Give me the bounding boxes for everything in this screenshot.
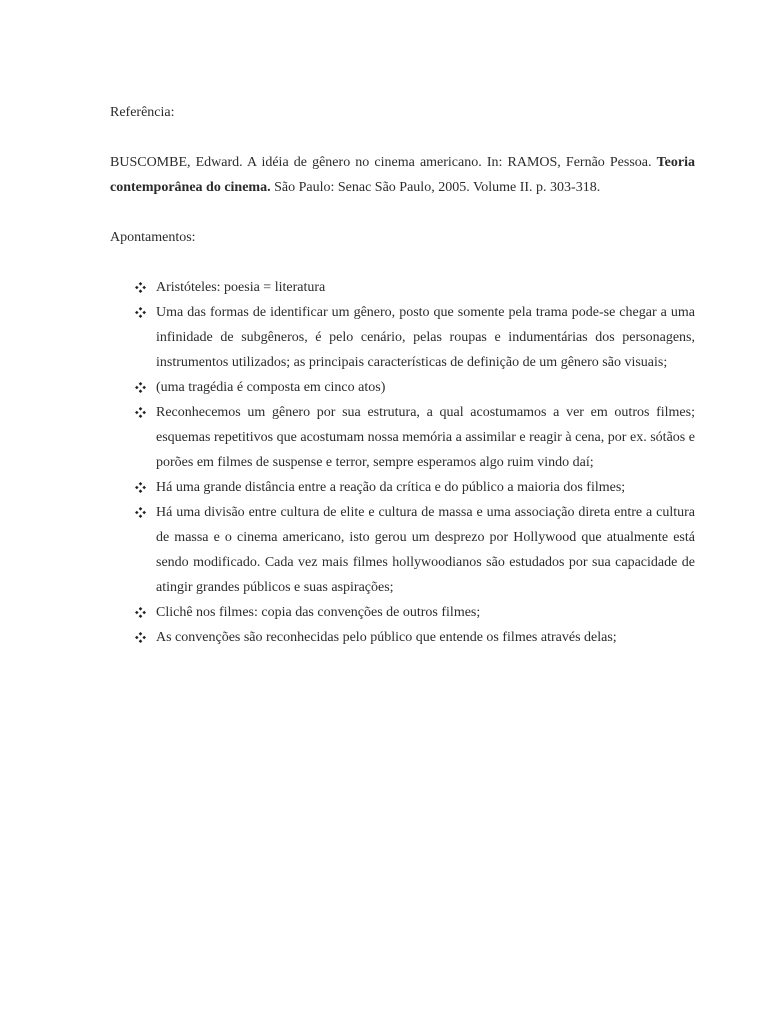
citation-authors-and-chapter: BUSCOMBE, Edward. A idéia de gênero no cinema americano. In: RAMOS, Fernão Pessoa.	[110, 155, 657, 170]
list-item	[110, 600, 695, 625]
list-item	[110, 275, 695, 300]
list-item	[110, 500, 695, 600]
list-item-text: Aristóteles: poesia = literatura	[156, 280, 326, 295]
four-diamond-bullet-icon	[134, 275, 146, 300]
four-diamond-bullet-icon	[134, 375, 146, 400]
four-diamond-bullet-icon	[134, 400, 146, 425]
list-item	[110, 625, 695, 650]
four-diamond-bullet-icon	[134, 475, 146, 500]
citation-publication-details: São Paulo: Senac São Paulo, 2005. Volume II. p. 303-318.	[270, 180, 601, 195]
list-item	[110, 400, 695, 475]
notes-list	[110, 275, 695, 650]
list-item-text: (uma tragédia é composta em cinco atos)	[156, 380, 386, 395]
citation-book-title: Teoria contemporânea do cinema.	[110, 155, 695, 195]
list-item-text: Há uma grande distância entre a reação da crítica e do público a maioria dos filmes;	[156, 480, 626, 495]
reference-heading: Referência:	[110, 105, 175, 120]
list-item	[110, 475, 695, 500]
list-item-text: Clichê nos filmes: copia das convenções de outros filmes;	[156, 605, 481, 620]
list-item-text: Reconhecemos um gênero por sua estrutura, a qual acostumamos a ver em outros filmes; esquemas repetitivos que acostumam nossa memória a assimilar e reagir à cena, por ex. sótãos e porões em filmes de suspense e terror, sempre esperamos algo ruim vindo daí;	[156, 405, 695, 470]
document-page	[110, 100, 695, 650]
list-item-text: As convenções são reconhecidas pelo público que entende os filmes através delas;	[156, 630, 617, 645]
list-item-text: Uma das formas de identificar um gênero, posto que somente pela trama pode-se chegar a uma infinidade de subgêneros, é pelo cenário, pelas roupas e indumentárias dos personagens, instrumentos utilizados; as principais características de definição de um gênero são visuais;	[156, 305, 695, 370]
four-diamond-bullet-icon	[134, 600, 146, 625]
list-item-text: Há uma divisão entre cultura de elite e cultura de massa e uma associação direta entre a cultura de massa e o cinema americano, isto gerou um desprezo por Hollywood que atualmente está sendo modificado. Cada vez mais filmes hollywoodianos são estudados por sua capacidade de atingir grandes públicos e suas aspirações;	[156, 505, 695, 595]
four-diamond-bullet-icon	[134, 300, 146, 325]
list-item	[110, 375, 695, 400]
bibliographic-citation	[110, 150, 695, 200]
list-item	[110, 300, 695, 375]
notes-heading: Apontamentos:	[110, 230, 196, 245]
four-diamond-bullet-icon	[134, 625, 146, 650]
four-diamond-bullet-icon	[134, 500, 146, 525]
